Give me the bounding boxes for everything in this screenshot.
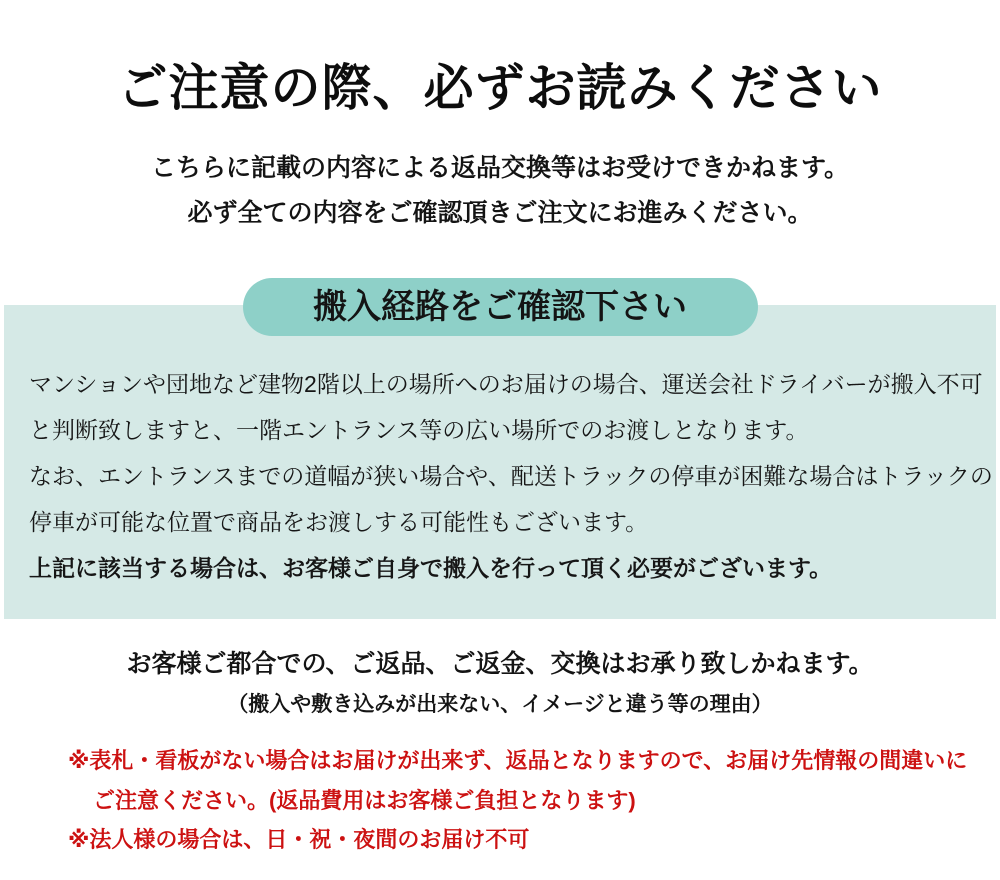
notice-line-1: マンションや団地など建物2階以上の場所へのお届けの場合、運送会社ドライバーが搬入不可 — [29, 371, 983, 397]
return-policy-reason-line: （搬入や敷き込みが出来ない、イメージと違う等の理由） — [227, 693, 773, 716]
notice-emphasis-line: 上記に該当する場合は、お客様ご自身で搬入を行って頂く必要がございます。 — [29, 555, 833, 581]
intro-line-1: こちらに記載の内容による返品交換等はお受けできかねます。 — [150, 154, 849, 182]
page-title: ご注意の際、必ずお読みください — [117, 60, 883, 116]
notice-line-4: 停車が可能な位置で商品をお渡しする可能性もございます。 — [29, 509, 649, 535]
return-policy-line: お客様ご都合での、ご返品、ご返金、交換はお承り致しかねます。 — [126, 650, 874, 678]
notice-line-3: なお、エントランスまでの道幅が狭い場合や、配送トラックの停車が困難な場合はトラックの — [29, 463, 993, 489]
warning-line-1: ※表札・看板がない場合はお届けが出来ず、返品となりますので、お届け先情報の間違いに — [68, 748, 968, 773]
warning-line-3: ※法人様の場合は、日・祝・夜間のお届け不可 — [68, 827, 530, 852]
carry-in-notice-section — [4, 305, 996, 619]
red-warning-section — [0, 748, 1000, 853]
notice-line-2: と判断致しますと、一階エントランス等の広い場所でのお渡しとなります。 — [29, 417, 809, 443]
carry-in-route-banner: 搬入経路をご確認下さい — [243, 278, 758, 336]
intro-text — [0, 146, 1000, 236]
warning-line-2: ご注意ください。(返品費用はお客様ご負担となります) — [93, 788, 636, 813]
return-policy-section — [0, 649, 1000, 720]
intro-line-2: 必ず全ての内容をご確認頂きご注文にお進みください。 — [187, 199, 813, 227]
